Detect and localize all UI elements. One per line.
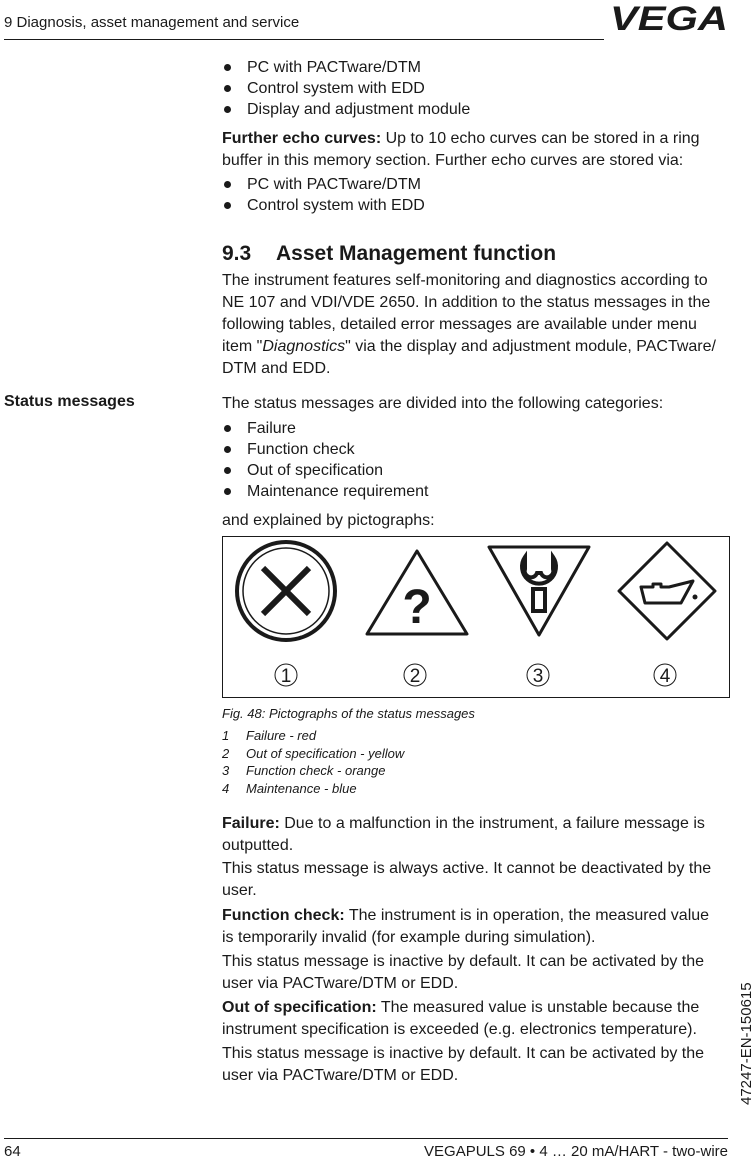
out-of-specification-label: Out of specification: (222, 999, 377, 1016)
function-check-icon (489, 547, 589, 635)
section-intro: The instrument features self-monitoring and diagnostics according to NE 107 and VDI/VDE 2650. In addition to the status messages in the following tables, detailed error messages are available under menu item "Diagnostics" via the display and adjustment module, PACTware/ DTM and EDD. (222, 272, 716, 377)
status-intro: The status messages are divided into the following categories: (222, 395, 664, 412)
list-item: Out of specification (222, 460, 732, 481)
further-echo-bullets (222, 174, 732, 216)
pictographs-intro: and explained by pictographs: (222, 512, 435, 529)
list-item: Control system with EDD (222, 195, 732, 216)
further-echo-paragraph: Further echo curves: Up to 10 echo curves can be stored in a ring buffer in this memory section. Further echo curves are stored via: (222, 130, 700, 169)
top-bullet-list (222, 57, 732, 120)
vega-logo (610, 4, 730, 32)
page-number: 64 (4, 1143, 21, 1160)
list-item: Function check (222, 439, 732, 460)
pictograph-figure (222, 536, 730, 698)
question-mark-glyph: ? (402, 581, 432, 634)
list-item: Failure (222, 418, 732, 439)
pictograph-number-4 (654, 664, 676, 687)
section-number: 9.3 (222, 242, 252, 265)
failure-description: Failure: Due to a malfunction in the instrument, a failure message is outputted. (222, 815, 705, 854)
legend-item: 3 Function check - orange (222, 763, 386, 778)
status-messages-label: Status messages (4, 393, 135, 410)
out-of-specification-note: This status message is inactive by default. It can be activated by the user via PACTware/DTM or EDD. (222, 1045, 705, 1084)
figure-caption: Fig. 48: Pictographs of the status messages (222, 706, 475, 721)
function-check-label: Function check: (222, 907, 345, 924)
failure-note: This status message is always active. It cannot be deactivated by the user. (222, 860, 712, 899)
failure-icon (237, 542, 335, 640)
list-item: Display and adjustment module (222, 99, 732, 120)
further-echo-label: Further echo curves: (222, 130, 382, 147)
out-of-specification-icon (367, 551, 467, 634)
pictograph-number-3 (527, 664, 549, 687)
list-item: Maintenance requirement (222, 481, 732, 502)
footer-divider (4, 1138, 728, 1139)
legend-item: 4 Maintenance - blue (222, 780, 357, 796)
function-check-description: Function check: The instrument is in operation, the measured value is temporarily invalid (for example during simulation). (222, 907, 710, 946)
out-of-specification-description: Out of specification: The measured value is unstable because the instrument specification is exceeded (e.g. electronics temperature). (222, 999, 700, 1038)
list-item: PC with PACTware/DTM (222, 57, 732, 78)
footer-product: VEGAPULS 69 • 4 … 20 mA/HART - two-wire (424, 1143, 728, 1160)
pictograph-number-1 (275, 664, 297, 687)
document-code: 47247-EN-150615 (738, 982, 755, 1105)
section-title: Asset Management function (276, 242, 557, 265)
function-check-note: This status message is inactive by default. It can be activated by the user via PACTware/DTM or EDD. (222, 953, 705, 992)
failure-label: Failure: (222, 815, 280, 832)
list-item: PC with PACTware/DTM (222, 174, 732, 195)
pictograph-number-2 (404, 664, 426, 687)
svg-text:2: 2 (409, 666, 421, 687)
chapter-header: 9 Diagnosis, asset management and service (4, 14, 300, 31)
list-item: Control system with EDD (222, 78, 732, 99)
vega-logo-text: VEGA (610, 4, 728, 32)
svg-text:4: 4 (659, 666, 671, 687)
svg-text:3: 3 (532, 666, 544, 687)
maintenance-icon (619, 543, 715, 639)
figure-legend (222, 727, 404, 797)
status-category-list (222, 418, 732, 502)
header-divider (4, 39, 604, 40)
section-heading (222, 242, 556, 266)
svg-text:1: 1 (280, 666, 292, 687)
pictographs (223, 537, 729, 697)
legend-item: 1 Failure - red (222, 728, 317, 743)
legend-item: 2 Out of specification - yellow (222, 745, 405, 761)
